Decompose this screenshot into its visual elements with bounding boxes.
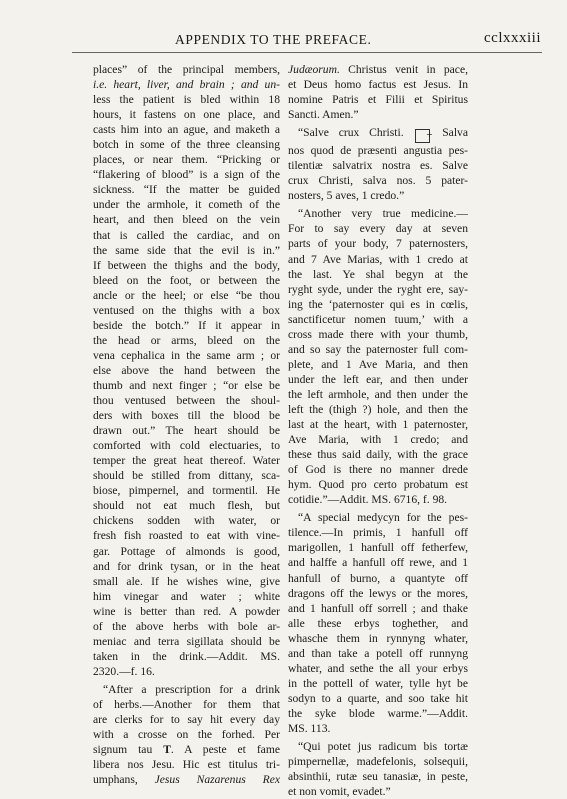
text-line: last at the heart, with 1 paternoster, (288, 418, 468, 432)
running-header (0, 30, 567, 52)
text-line: these thus said daily, with the grace (288, 448, 468, 462)
right-column (288, 62, 468, 799)
left-column (93, 62, 280, 787)
text-line: should be stilled from dittany, sca- (93, 469, 280, 483)
text-line: places” of the principal members, (93, 63, 280, 76)
text-line: marigollen, 1 hanfull off fetherfew, (288, 541, 468, 555)
text-line: botch in some of the three cleansing (93, 138, 280, 152)
text-line: umphans, Jesus Nazarenus Rex (93, 773, 280, 787)
text-line: the left armhole, and then under the (288, 387, 468, 401)
text-line: taken in the drink.—Addit. MS. (93, 649, 280, 663)
text-line: of the above herbs with bole ar- (93, 619, 280, 633)
text-line: gar. Pottage of almonds is good, (93, 544, 280, 558)
text-line: and halffe a hanfull off rewe, and 1 (288, 556, 468, 570)
text-line: nos quod de præsenti angustia pes- (288, 144, 468, 158)
text-line: hym. Quod pro certo probatum est (288, 478, 468, 492)
text-line: thumb and next finger ; “or else be (93, 378, 280, 392)
text-line: For to say every day at seven (288, 222, 468, 236)
text-line: vena cephalica in the same arm ; or (93, 348, 280, 362)
text-line: the same side that the evil is in.” (93, 243, 280, 257)
text-line: tilence.—In primis, 1 hanfull off (288, 526, 468, 540)
text-line: 2320.—f. 16. (93, 664, 155, 678)
text-line: alle these erbys toghether, and (288, 616, 468, 630)
text-line: i.e. heart, liver, and brain ; and un- (93, 78, 280, 92)
cross-symbol-icon: + (415, 129, 430, 143)
text-line: parts of your body, 7 paternosters, (288, 237, 468, 251)
text-line: left the (thigh ?) hole, and then the (288, 402, 468, 416)
text-line: ancle or the heel; or else “be thou (93, 288, 280, 302)
text-line: ing the ‘paternoster qui es in cœlis, (288, 297, 468, 311)
text-line: him vinegar and water ; white (93, 589, 280, 603)
text-line: hanfull of burno, a quantyte off (288, 571, 468, 585)
text-line: pimpernellæ, madefelonis, solsequii, (288, 755, 468, 769)
text-line: under the armhole, it cometh of the (93, 198, 280, 212)
text-line: bleed on the foot, or between the (93, 273, 280, 287)
running-title: APPENDIX TO THE PREFACE. (175, 32, 372, 47)
text-line: “flakering of blood” is a sign of the (93, 168, 280, 182)
text-line: biose, pimpernel, and tormentil. He (93, 484, 280, 498)
text-line: whater, and sethe the all your erbys (288, 661, 468, 675)
text-line: “After a prescription for a drink (103, 682, 280, 696)
text-line: places, or near them. “Pricking or (93, 153, 280, 167)
text-line: cross made there with your thumb, (288, 327, 468, 341)
text-line: thou ventused between the shoul- (93, 394, 280, 408)
text-line: ventused on the thighs with a box (93, 303, 280, 317)
text-line: meniac and terra sigillata should be (93, 634, 280, 648)
text-line: under the left ear, and then under (288, 372, 468, 386)
text-line: and 1 hanfull off sorrell ; and thake (288, 601, 468, 615)
text-line: Judæorum. Christus venit in pace, (288, 63, 468, 76)
text-line: libera nos Jesu. Hic est titulus tri- (93, 758, 280, 772)
text-line: et non vomit, evadet.” (288, 785, 391, 799)
text-line: “Salve crux Christi. + Salva (298, 126, 468, 142)
text-line: nomine Patris et Filii et Spiritus (288, 93, 468, 107)
text-line: ryght syde, under the ryght ere, say- (288, 282, 468, 296)
text-line: crux Christi, salva nos. 5 pater- (288, 174, 468, 188)
text-line: whasche them in rynnyng whater, (288, 631, 468, 645)
text-line: plete, and 1 Ave Maria, and then (288, 357, 468, 371)
text-line: sodyn to a quarte, and soo take hit (288, 691, 468, 705)
text-line: heart, and then bleed on the vein (93, 213, 280, 227)
text-line: absinthii, rutæ seu tanasiæ, in peste, (288, 770, 468, 784)
text-line: “Qui potet jus radicum bis tortæ (298, 740, 468, 754)
text-line: chickens sodden with water, or (93, 514, 280, 528)
text-line: small ale. If he wishes wine, give (93, 574, 280, 588)
text-line: the head or arms, bleed on the (93, 333, 280, 347)
text-line: et Deus homo factus est Jesus. In (288, 78, 468, 92)
tau-symbol: T (163, 743, 171, 757)
text-line: and for drink tysan, or in the heat (93, 559, 280, 573)
text-line: sanctificetur nomen tuum,’ with a (288, 312, 468, 326)
text-line: Sancti. Amen.” (288, 108, 359, 122)
text-line: the last. Ye shal begyn at the (288, 267, 468, 281)
text-line: else above the hand between the (93, 363, 280, 377)
text-line: If between the thighs and the body, (93, 258, 280, 272)
text-line: signum tau T. A peste et fame (93, 743, 280, 757)
text-line: and than take a potell off runnyng (288, 646, 468, 660)
text-line: MS. 113. (288, 721, 331, 735)
text-line: are clerks for to say hit every day (93, 713, 280, 727)
text-line: that is called the cardiac, and on (93, 228, 280, 242)
text-line: beside the botch.” If it appear in (93, 318, 280, 332)
text-line: in the pottell of water, tylle hyt be (288, 676, 468, 690)
text-line: casts him into an ague, and maketh a (93, 123, 280, 137)
text-line: cotidie.”—Addit. MS. 6716, f. 98. (288, 493, 448, 507)
text-line: less the patient is bled within 18 (93, 93, 280, 107)
text-line: wine is better than red. A powder (93, 604, 280, 618)
text-line: hours, it fastens on one place, and (93, 108, 280, 122)
text-line: fresh fish roasted to eat with vine- (93, 529, 280, 543)
text-line: nosters, 5 aves, 1 credo.” (288, 189, 405, 203)
text-line: ders with boxes till the blood be (93, 409, 280, 423)
text-line: sickness. “If the matter be guided (93, 183, 280, 197)
text-line: and 7 Ave Marias, with 1 credo at (288, 252, 468, 266)
text-line: the syke blode warme.”—Addit. (288, 706, 468, 720)
text-line: Ave Maria, with 1 credo; and (288, 433, 468, 447)
text-line: temper the great heat thereof. Water (93, 454, 280, 468)
text-line: dragons off the lewys or the mores, (288, 586, 468, 600)
text-line: drawn out.” The heart should be (93, 424, 280, 438)
text-line: comforted with cold electuaries, to (93, 439, 280, 453)
text-line: of herbs.—Another for them that (93, 697, 280, 711)
text-line: tilentiæ salvatrix nostra es. Salve (288, 159, 468, 173)
text-line: and so say the paternoster full com- (288, 342, 468, 356)
text-line: of God is there no manner drede (288, 463, 468, 477)
text-line: should not eat much flesh, but (93, 499, 280, 513)
page-number: cclxxxiii (484, 30, 541, 46)
text-line: “Another very true medicine.— (298, 207, 468, 221)
header-rule (72, 52, 542, 53)
text-line: with a crosse on the forhed. Per (93, 728, 280, 742)
text-line: “A special medycyn for the pes- (298, 511, 468, 525)
